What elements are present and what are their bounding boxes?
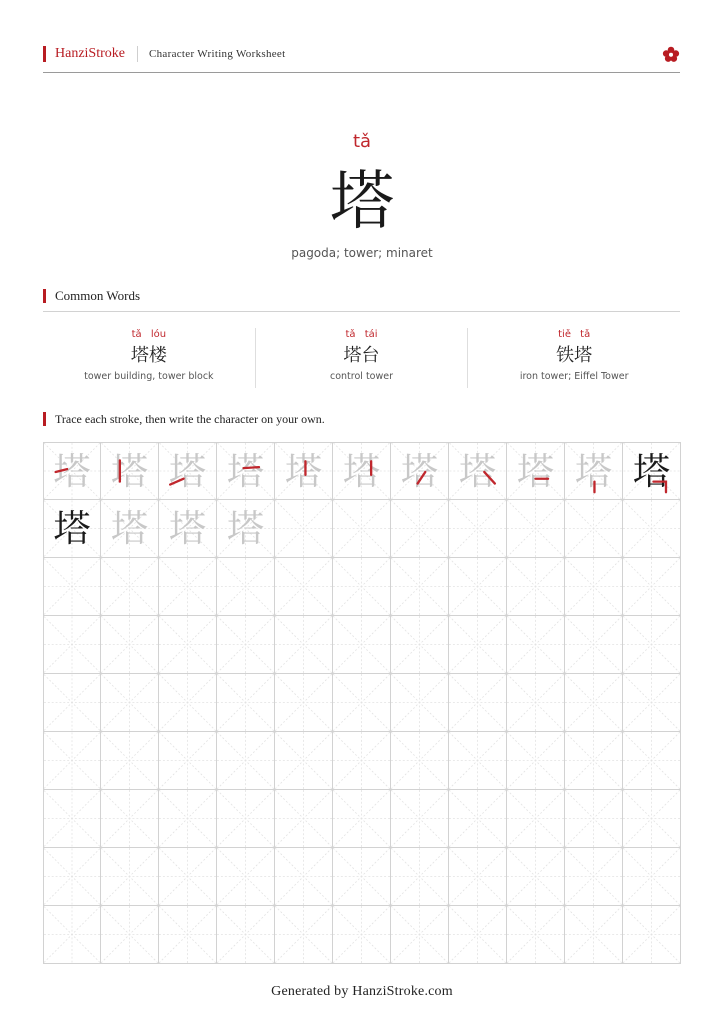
word-pinyin: tǎ lóu [131,329,167,340]
practice-cell[interactable] [565,500,623,558]
cell-guide-lines [623,674,680,731]
cell-guide-lines [623,732,680,789]
cell-guide-lines [217,848,274,905]
practice-cell[interactable] [101,732,159,790]
word-hanzi: 塔楼 [130,345,167,366]
practice-cell[interactable] [217,906,275,964]
practice-cell[interactable] [333,442,391,500]
cell-guide-lines [507,732,564,789]
cell-guide-lines [507,500,564,557]
cell-guide-lines [623,500,680,557]
cell-guide-lines [507,674,564,731]
practice-cell[interactable] [449,558,507,616]
stroke-highlight [159,443,216,499]
practice-cell[interactable] [275,442,333,500]
stroke-highlight [333,443,390,499]
practice-cell[interactable] [159,558,217,616]
practice-cell[interactable] [159,906,217,964]
cell-guide-lines [565,616,622,673]
practice-cell[interactable] [43,442,101,500]
practice-cell[interactable] [159,442,217,500]
cell-guide-lines [391,500,448,557]
practice-cell[interactable] [43,848,101,906]
practice-cell[interactable] [449,500,507,558]
stroke-highlight [449,443,506,499]
example-glyph: 塔 [53,507,91,550]
plum-blossom-icon [662,46,680,62]
practice-cell[interactable] [565,790,623,848]
practice-cell[interactable] [623,500,681,558]
cell-guide-lines [159,848,216,905]
cell-guide-lines [565,848,622,905]
practice-cell[interactable] [449,732,507,790]
practice-cell[interactable] [507,500,565,558]
cell-guide-lines [449,674,506,731]
cell-guide-lines [623,790,680,847]
practice-cell[interactable] [217,674,275,732]
practice-cell[interactable] [391,906,449,964]
practice-grid [43,442,680,964]
common-words-heading [43,288,140,304]
trace-glyph: 塔 [227,507,264,550]
practice-cell[interactable] [449,906,507,964]
practice-cell[interactable] [275,790,333,848]
page-header [43,44,680,64]
word-card [467,328,680,388]
cell-guide-lines [449,906,506,963]
practice-cell[interactable] [333,500,391,558]
practice-cell[interactable] [623,732,681,790]
practice-cell[interactable] [507,732,565,790]
cell-guide-lines [565,558,622,615]
hero-pinyin: tǎ [352,131,372,152]
cell-guide-lines [333,848,390,905]
cell-guide-lines [217,906,274,963]
cell-guide-lines [275,500,332,557]
practice-cell[interactable] [275,500,333,558]
practice-cell[interactable] [275,848,333,906]
practice-cell[interactable] [101,442,159,500]
cell-guide-lines [159,616,216,673]
practice-cell[interactable] [565,558,623,616]
practice-cell[interactable] [391,500,449,558]
cell-guide-lines [449,616,506,673]
word-pinyin: tiě tǎ [558,329,591,340]
practice-cell[interactable] [217,616,275,674]
practice-cell[interactable] [43,732,101,790]
cell-guide-lines [275,616,332,673]
practice-cell[interactable] [623,674,681,732]
practice-cell[interactable] [217,442,275,500]
practice-cell[interactable] [333,616,391,674]
practice-grid-cells [43,442,680,964]
brand-name[interactable]: HanziStroke [55,46,125,61]
cell-guide-lines [565,500,622,557]
stroke-order-glyph: 塔 [517,449,554,493]
common-words-list [43,328,680,388]
practice-cell[interactable] [449,616,507,674]
cell-guide-lines [217,732,274,789]
word-meaning: iron tower; Eiffel Tower [519,371,629,382]
cell-guide-lines [391,674,448,731]
stroke-order-glyph: 塔 [459,449,496,493]
practice-cell[interactable] [101,616,159,674]
stroke-order-glyph: 塔 [343,449,380,493]
practice-cell[interactable] [43,906,101,964]
practice-cell[interactable] [275,616,333,674]
cell-guide-lines [275,558,332,615]
cell-guide-lines [565,674,622,731]
stroke-highlight [623,443,680,499]
practice-cell[interactable] [333,848,391,906]
practice-cell[interactable] [333,674,391,732]
cell-guide-lines [217,616,274,673]
cell-guide-lines [101,732,158,789]
cell-guide-lines [449,500,506,557]
cell-guide-lines [101,790,158,847]
hero-character: 塔 [330,165,394,239]
stroke-order-glyph: 塔 [285,449,322,493]
cell-guide-lines [44,558,100,615]
practice-cell[interactable] [217,558,275,616]
cell-guide-lines [217,674,274,731]
practice-cell[interactable] [623,442,681,500]
practice-cell[interactable] [449,674,507,732]
word-card [43,328,255,388]
trace-glyph: 塔 [111,507,148,550]
cell-guide-lines [44,674,100,731]
worksheet-subtitle: Character Writing Worksheet [148,48,286,60]
cell-guide-lines [275,732,332,789]
practice-cell[interactable] [101,674,159,732]
common-words-rule [43,311,680,312]
cell-guide-lines [623,848,680,905]
practice-cell[interactable] [159,790,217,848]
stroke-order-glyph: 塔 [169,449,206,493]
word-hanzi: 塔台 [343,345,380,366]
practice-cell[interactable] [565,906,623,964]
cell-guide-lines [159,558,216,615]
header-divider [137,46,138,62]
practice-cell[interactable] [159,500,217,558]
page-footer: Generated by HanziStroke.com [271,984,453,999]
stroke-highlight [217,443,274,499]
practice-cell[interactable] [275,906,333,964]
practice-cell[interactable] [43,616,101,674]
cell-guide-lines [565,732,622,789]
practice-cell[interactable] [507,790,565,848]
word-meaning: control tower [330,371,394,382]
cell-guide-lines [391,848,448,905]
cell-guide-lines [275,790,332,847]
practice-cell[interactable] [391,674,449,732]
cell-guide-lines [275,906,332,963]
practice-cell[interactable] [391,848,449,906]
practice-instruction: Trace each stroke, then write the character on your own. [55,411,325,426]
practice-cell[interactable] [507,848,565,906]
section-accent-bar [43,289,46,303]
cell-guide-lines [333,674,390,731]
practice-cell[interactable] [217,790,275,848]
stroke-highlight [391,443,448,499]
stroke-order-glyph: 塔 [575,449,612,493]
practice-cell[interactable] [333,790,391,848]
practice-cell[interactable] [101,558,159,616]
stroke-order-glyph: 塔 [401,449,438,493]
stroke-order-glyph: 塔 [227,449,264,493]
common-words-title: Common Words [55,288,141,303]
practice-cell[interactable] [565,442,623,500]
cell-guide-lines [565,790,622,847]
cell-guide-lines [449,790,506,847]
cell-guide-lines [449,558,506,615]
cell-guide-lines [44,616,100,673]
practice-cell[interactable] [275,732,333,790]
stroke-highlight [507,443,564,499]
practice-cell[interactable] [43,558,101,616]
section-accent-bar [43,412,46,426]
practice-cell[interactable] [333,732,391,790]
cell-guide-lines [507,558,564,615]
word-pinyin: tǎ tái [345,329,378,340]
cell-guide-lines [391,732,448,789]
cell-guide-lines [507,906,564,963]
trace-glyph: 塔 [169,507,206,550]
cell-guide-lines [101,558,158,615]
practice-cell[interactable] [623,558,681,616]
cell-guide-lines [44,848,100,905]
practice-cell[interactable] [391,732,449,790]
practice-cell[interactable] [333,906,391,964]
cell-guide-lines [44,732,100,789]
cell-guide-lines [333,906,390,963]
practice-cell[interactable] [565,732,623,790]
practice-cell[interactable] [43,674,101,732]
practice-cell[interactable] [101,500,159,558]
cell-guide-lines [159,732,216,789]
cell-guide-lines [391,616,448,673]
stroke-highlight [101,443,158,499]
cell-guide-lines [333,500,390,557]
cell-guide-lines [333,790,390,847]
hero-meaning: pagoda; tower; minaret [291,246,433,260]
cell-guide-lines [449,848,506,905]
practice-cell[interactable] [565,616,623,674]
cell-guide-lines [275,848,332,905]
word-meaning: tower building, tower block [84,371,214,382]
practice-cell[interactable] [391,790,449,848]
cell-guide-lines [159,906,216,963]
practice-cell[interactable] [333,558,391,616]
practice-cell[interactable] [391,616,449,674]
word-hanzi: 铁塔 [556,345,593,366]
cell-guide-lines [101,674,158,731]
practice-cell[interactable] [507,906,565,964]
cell-guide-lines [391,790,448,847]
stroke-highlight [275,443,332,499]
cell-guide-lines [101,616,158,673]
cell-guide-lines [391,558,448,615]
cell-guide-lines [623,616,680,673]
practice-cell[interactable] [391,558,449,616]
practice-cell[interactable] [217,732,275,790]
stroke-highlight [565,443,622,499]
practice-heading [43,411,325,427]
practice-cell[interactable] [449,442,507,500]
cell-guide-lines [623,558,680,615]
practice-cell[interactable] [565,848,623,906]
cell-guide-lines [44,790,100,847]
cell-guide-lines [507,616,564,673]
practice-cell[interactable] [623,906,681,964]
practice-cell[interactable] [391,442,449,500]
practice-cell[interactable] [275,558,333,616]
practice-cell[interactable] [507,674,565,732]
cell-guide-lines [391,906,448,963]
cell-guide-lines [44,906,100,963]
practice-cell[interactable] [623,790,681,848]
practice-cell[interactable] [101,906,159,964]
practice-cell[interactable] [449,790,507,848]
cell-guide-lines [159,674,216,731]
practice-cell[interactable] [507,442,565,500]
practice-cell[interactable] [101,848,159,906]
cell-guide-lines [101,848,158,905]
practice-cell[interactable] [159,674,217,732]
practice-cell[interactable] [101,790,159,848]
practice-cell[interactable] [159,848,217,906]
cell-guide-lines [101,906,158,963]
stroke-order-glyph: 塔 [111,449,148,493]
practice-cell[interactable] [507,558,565,616]
practice-cell[interactable] [217,848,275,906]
cell-guide-lines [507,848,564,905]
stroke-order-glyph: 塔 [633,449,670,493]
practice-cell[interactable] [623,848,681,906]
cell-guide-lines [217,558,274,615]
cell-guide-lines [449,732,506,789]
brand-accent-bar [43,46,46,62]
practice-cell[interactable] [159,616,217,674]
practice-cell[interactable] [507,616,565,674]
cell-guide-lines [333,732,390,789]
cell-guide-lines [623,906,680,963]
practice-cell[interactable] [449,848,507,906]
cell-guide-lines [333,616,390,673]
practice-cell[interactable] [159,732,217,790]
word-card [255,328,468,388]
practice-cell[interactable] [43,500,101,558]
cell-guide-lines [217,790,274,847]
practice-cell[interactable] [43,790,101,848]
cell-guide-lines [507,790,564,847]
stroke-order-glyph: 塔 [53,449,91,493]
cell-guide-lines [275,674,332,731]
stroke-highlight [44,443,100,499]
practice-cell[interactable] [565,674,623,732]
practice-cell[interactable] [275,674,333,732]
cell-guide-lines [159,790,216,847]
header-rule [43,72,680,73]
cell-guide-lines [333,558,390,615]
practice-cell[interactable] [217,500,275,558]
cell-guide-lines [565,906,622,963]
practice-cell[interactable] [623,616,681,674]
